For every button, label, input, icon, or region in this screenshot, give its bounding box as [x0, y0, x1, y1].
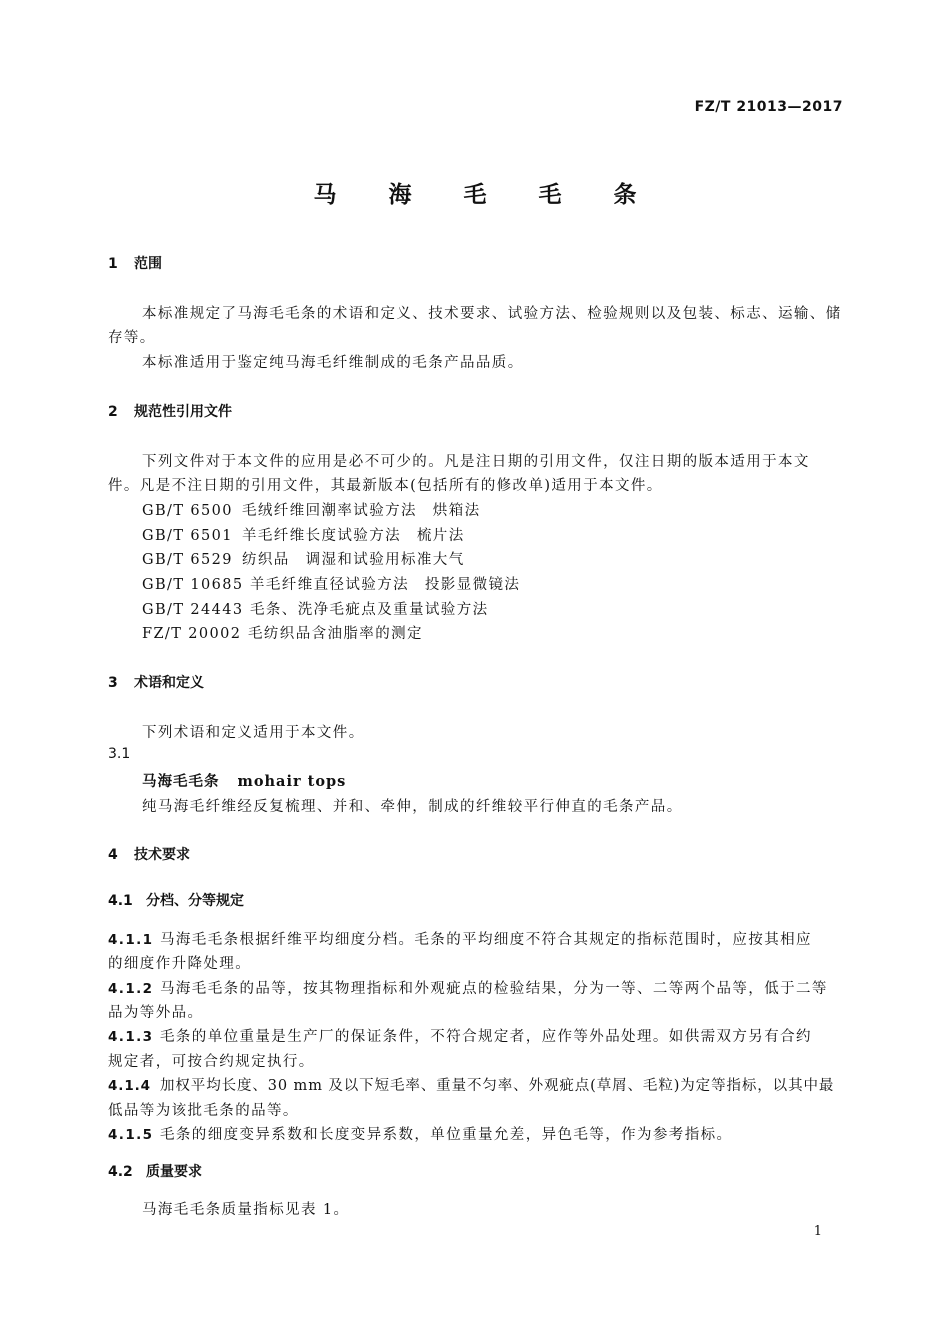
subsection-4-1-heading	[108, 890, 244, 910]
page-number: 1	[813, 1224, 822, 1239]
reference-title: 毛条、洗净毛疵点及重量试验方法	[250, 602, 489, 618]
paragraph: 马海毛毛条质量指标见表 1。	[142, 1202, 350, 1218]
reference-code: GB/T 6501	[142, 528, 233, 544]
clause-text: 加权平均长度、30 mm 及以下短毛率、重量不匀率、外观疵点(草屑、毛粒)为定等指标，以其中最	[160, 1078, 835, 1094]
reference-title: 羊毛纤维直径试验方法 投影显微镜法	[250, 577, 521, 593]
clause	[108, 1025, 812, 1046]
subsection-number: 4.2	[108, 1164, 133, 1180]
clause	[108, 1123, 732, 1144]
section-4-heading	[108, 844, 190, 864]
clause-continuation: 的细度作升降处理。	[108, 956, 252, 972]
paragraph: 本标准适用于鉴定纯马海毛纤维制成的毛条产品品质。	[142, 355, 524, 371]
term-number: 3.1	[108, 746, 131, 762]
reference-item	[142, 499, 481, 520]
reference-item	[142, 622, 423, 643]
clause-number: 4.1.3	[108, 1029, 154, 1045]
paragraph: 下列文件对于本文件的应用是必不可少的。凡是注日期的引用文件，仅注日期的版本适用于本文	[142, 454, 810, 470]
clause-text: 马海毛毛条根据纤维平均细度分档。毛条的平均细度不符合其规定的指标范围时，应按其相应	[160, 932, 812, 948]
page-title: 马 海 毛 毛 条	[313, 182, 659, 208]
clause-continuation: 低品等为该批毛条的品等。	[108, 1103, 299, 1119]
standard-number: FZ/T 21013—2017	[694, 99, 843, 115]
subsection-4-2-heading	[108, 1161, 202, 1181]
subsection-title: 分档、分等规定	[146, 893, 244, 909]
subsection-title: 质量要求	[146, 1164, 202, 1180]
reference-code: GB/T 10685	[142, 577, 244, 593]
clause-number: 4.1.2	[108, 981, 154, 997]
reference-title: 毛纺织品含油脂率的测定	[248, 626, 423, 642]
section-title: 技术要求	[134, 847, 190, 863]
clause-continuation: 规定者，可按合约规定执行。	[108, 1054, 315, 1070]
reference-title: 纺织品 调湿和试验用标准大气	[242, 552, 465, 568]
reference-item	[142, 548, 465, 569]
clause	[108, 977, 828, 998]
section-number: 3	[108, 675, 118, 691]
clause-number: 4.1.1	[108, 932, 154, 948]
term-definition: 纯马海毛纤维经反复梳理、并和、牵伸，制成的纤维较平行伸直的毛条产品。	[142, 799, 683, 815]
section-title: 范围	[134, 256, 162, 272]
clause	[108, 1074, 834, 1095]
term-chinese: 马海毛毛条	[142, 773, 220, 790]
reference-code: GB/T 6529	[142, 552, 233, 568]
paragraph-continuation: 件。凡是不注日期的引用文件，其最新版本(包括所有的修改单)适用于本文件。	[108, 478, 663, 494]
clause-continuation: 品为等外品。	[108, 1005, 204, 1021]
section-number: 2	[108, 404, 118, 420]
paragraph: 下列术语和定义适用于本文件。	[142, 725, 365, 741]
reference-title: 毛绒纤维回潮率试验方法 烘箱法	[242, 503, 481, 519]
term-entry	[142, 770, 346, 791]
reference-item	[142, 573, 520, 594]
section-title: 术语和定义	[134, 675, 204, 691]
reference-code: FZ/T 20002	[142, 626, 242, 642]
reference-item	[142, 524, 465, 545]
section-title: 规范性引用文件	[134, 404, 232, 420]
reference-title: 羊毛纤维长度试验方法 梳片法	[242, 528, 465, 544]
section-2-heading	[108, 401, 232, 421]
reference-code: GB/T 6500	[142, 503, 233, 519]
clause	[108, 928, 812, 949]
term-english: mohair tops	[237, 773, 347, 790]
paragraph: 本标准规定了马海毛毛条的术语和定义、技术要求、试验方法、检验规则以及包装、标志、运输、储	[142, 306, 842, 322]
clause-text: 毛条的单位重量是生产厂的保证条件，不符合规定者，应作等外品处理。如供需双方另有合约	[160, 1029, 812, 1045]
clause-number: 4.1.4	[108, 1078, 151, 1094]
section-number: 4	[108, 847, 118, 863]
reference-code: GB/T 24443	[142, 602, 244, 618]
clause-number: 4.1.5	[108, 1127, 154, 1143]
section-1-heading	[108, 253, 162, 273]
section-3-heading	[108, 672, 204, 692]
paragraph-continuation: 存等。	[108, 330, 156, 346]
section-number: 1	[108, 256, 118, 272]
clause-text: 马海毛毛条的品等，按其物理指标和外观疵点的检验结果，分为一等、二等两个品等，低于二等	[160, 981, 828, 997]
subsection-number: 4.1	[108, 893, 133, 909]
reference-item	[142, 598, 489, 619]
clause-text: 毛条的细度变异系数和长度变异系数，单位重量允差，异色毛等，作为参考指标。	[160, 1127, 733, 1143]
